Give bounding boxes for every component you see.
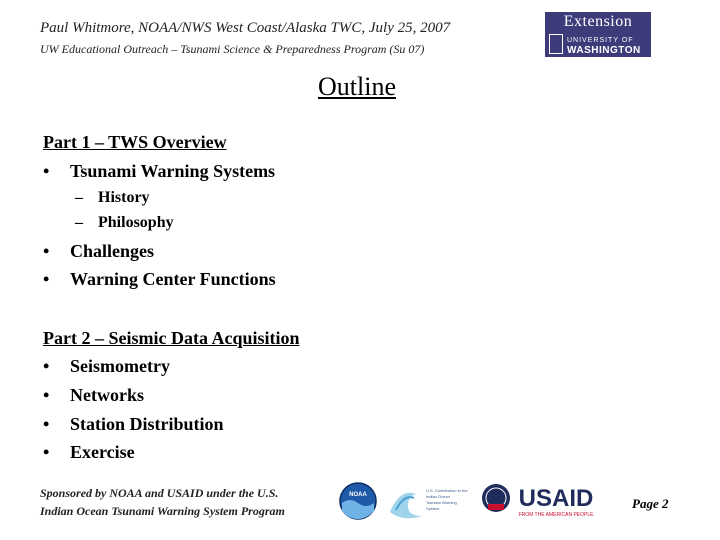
list-item-text: Station Distribution bbox=[70, 414, 224, 434]
sponsor-line-2: Indian Ocean Tsunami Warning System Program bbox=[40, 504, 285, 518]
iotws-logo-icon bbox=[386, 482, 476, 522]
logo-extension-text: Extension bbox=[563, 13, 633, 30]
noaa-logo-text: NOAA bbox=[349, 492, 367, 498]
list-item-text: Tsunami Warning Systems bbox=[70, 161, 276, 181]
part2-heading: Part 2 – Seismic Data Acquisition bbox=[43, 328, 300, 348]
list-item-text: Challenges bbox=[70, 241, 155, 261]
logo-university-text: UNIVERSITY OF bbox=[567, 37, 634, 44]
program-line: UW Educational Outreach – Tsunami Science & Preparedness Program (Su 07) bbox=[40, 42, 425, 56]
usaid-wordmark: USAID bbox=[518, 485, 594, 512]
list-item-text: Networks bbox=[70, 385, 144, 405]
list-item: • Seismometry bbox=[43, 356, 170, 376]
list-item: • Networks bbox=[43, 385, 144, 405]
list-item: • Warning Center Functions bbox=[43, 269, 276, 289]
list-item: • Tsunami Warning Systems bbox=[43, 161, 276, 181]
page-number: Page 2 bbox=[632, 496, 669, 511]
part1-heading: Part 1 – TWS Overview bbox=[43, 132, 227, 152]
list-item: • Challenges bbox=[43, 241, 155, 261]
list-item-text: Seismometry bbox=[70, 356, 170, 376]
list-item-text: Warning Center Functions bbox=[70, 269, 276, 289]
list-item-text: Exercise bbox=[70, 442, 135, 462]
logo-washington-text: WASHINGTON bbox=[567, 45, 641, 56]
presenter-line: Paul Whitmore, NOAA/NWS West Coast/Alaska TWC, July 25, 2007 bbox=[40, 20, 451, 36]
usaid-logo-icon bbox=[480, 480, 610, 520]
sponsor-line-1: Sponsored by NOAA and USAID under the U.S. bbox=[40, 486, 279, 500]
usaid-tagline: FROM THE AMERICAN PEOPLE bbox=[518, 512, 594, 518]
sub-list-item: – Philosophy bbox=[75, 214, 174, 231]
list-item: • Station Distribution bbox=[43, 414, 224, 434]
sponsor-note bbox=[40, 484, 285, 520]
list-item: • Exercise bbox=[43, 442, 135, 462]
noaa-logo-icon bbox=[338, 481, 378, 521]
sub-list-item: – History bbox=[75, 189, 150, 206]
uw-crest-icon bbox=[549, 34, 563, 54]
uw-extension-logo bbox=[545, 12, 651, 57]
slide-title: Outline bbox=[318, 72, 396, 101]
iotws-logo-text: U.S. Contribution to the Indian Ocean Tsunami Warning System bbox=[426, 488, 468, 511]
sub-list-item-text: Philosophy bbox=[98, 214, 174, 231]
sub-list-item-text: History bbox=[98, 189, 150, 206]
